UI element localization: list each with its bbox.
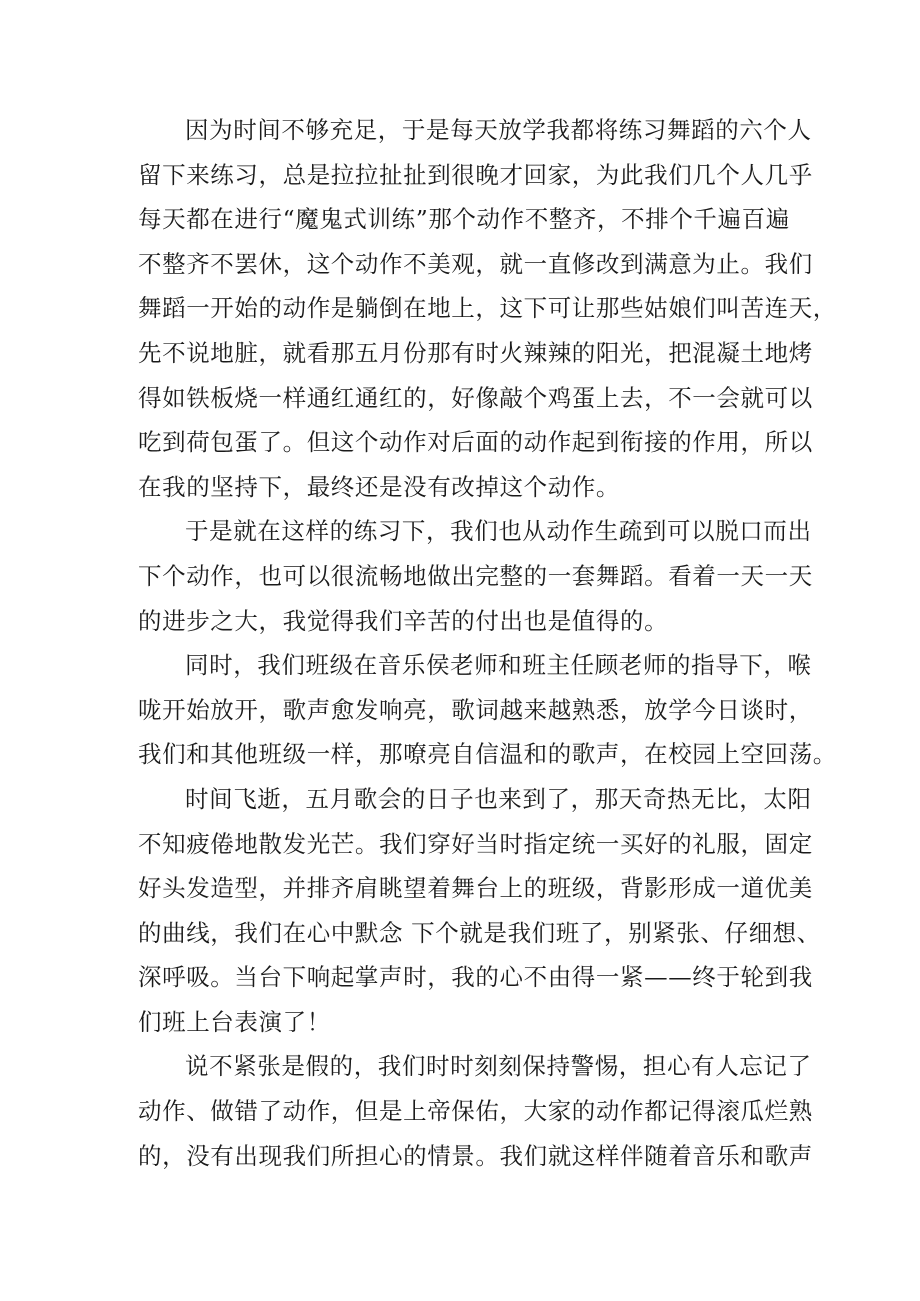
text-line: 的进步之大，我觉得我们辛苦的付出也是值得的。 <box>138 606 669 635</box>
text-line: 先不说地脏，就看那五月份那有时火辣辣的阳光，把混凝土地烤 <box>138 338 813 367</box>
text-line: 咙开始放开，歌声愈发响亮，歌词越来越熟悉，放学今日谈时， <box>138 695 813 724</box>
text-line: 的曲线，我们在心中默念 下个就是我们班了，别紧张、仔细想、 <box>138 918 821 947</box>
text-line: 动作、做错了动作，但是上帝保佑，大家的动作都记得滚瓜烂熟 <box>138 1097 813 1126</box>
paragraph-3 <box>138 643 837 777</box>
text-line: 舞蹈一开始的动作是躺倒在地上，这下可让那些姑娘们叫苦连天， <box>138 294 837 323</box>
text-line: 同时，我们班级在音乐侯老师和班主任顾老师的指导下，喉 <box>185 651 812 680</box>
text-line: 时间飞逝，五月歌会的日子也来到了，那天奇热无比，太阳 <box>185 784 812 813</box>
paragraph-1 <box>138 108 837 509</box>
text-line: 留下来练习，总是拉拉扯扯到很晚才回家，为此我们几个人几乎 <box>138 160 813 189</box>
text-line: 不整齐不罢休，这个动作不美观，就一直修改到满意为止。我们 <box>138 249 813 278</box>
text-line: 得如铁板烧一样通红通红的，好像敲个鸡蛋上去，不一会就可以 <box>138 383 813 412</box>
text-line: 每天都在进行“魔鬼式训练”那个动作不整齐，不排个千遍百遍 <box>138 205 790 234</box>
text-line: 在我的坚持下，最终还是没有改掉这个动作。 <box>138 472 620 501</box>
paragraph-5 <box>138 1044 813 1178</box>
text-line: 的，没有出现我们所担心的情景。我们就这样伴随着音乐和歌声 <box>138 1141 813 1170</box>
text-line: 说不紧张是假的，我们时时刻刻保持警惕，担心有人忘记了 <box>185 1052 812 1081</box>
text-line: 我们和其他班级一样，那嘹亮自信温和的歌声，在校园上空回荡。 <box>138 740 837 769</box>
document-body <box>138 108 837 1178</box>
text-line: 们班上台表演了！ <box>138 1007 331 1036</box>
text-line: 深呼吸。当台下响起掌声时，我的心不由得一紧——终于轮到我 <box>138 963 813 992</box>
text-line: 因为时间不够充足，于是每天放学我都将练习舞蹈的六个人 <box>185 116 812 144</box>
text-line: 不知疲倦地散发光芒。我们穿好当时指定统一买好的礼服，固定 <box>138 829 813 858</box>
text-line: 好头发造型，并排齐肩眺望着舞台上的班级，背影形成一道优美 <box>138 874 813 903</box>
paragraph-4 <box>138 777 821 1045</box>
text-line: 下个动作，也可以很流畅地做出完整的一套舞蹈。看着一天一天 <box>138 561 813 590</box>
text-line: 吃到荷包蛋了。但这个动作对后面的动作起到衔接的作用，所以 <box>138 428 813 457</box>
paragraph-2 <box>138 509 813 643</box>
text-line: 于是就在这样的练习下，我们也从动作生疏到可以脱口而出 <box>185 517 812 546</box>
